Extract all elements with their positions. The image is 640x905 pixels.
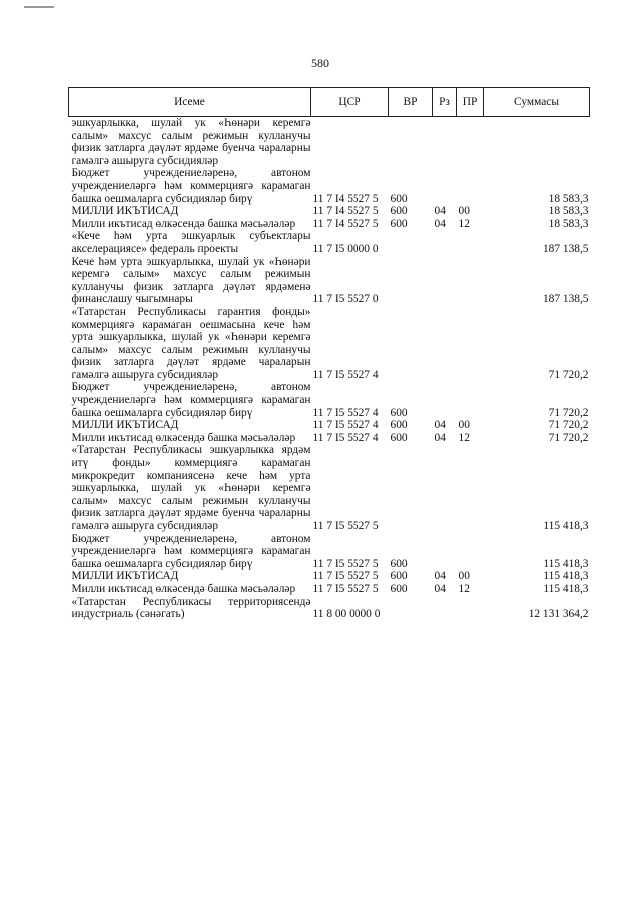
cell-name: эшкуарлыкка, шулай ук «Һөнәри керемгә салым» махсус салым режимын кулланучы физик затларга дәүләт ярдәме буенча чараларны гамәлгә ашыруга субсидияләр	[71, 117, 311, 167]
cell-name: Милли икътисад өлкәсендә башка мәсьәләләр	[71, 431, 296, 444]
cell-rz	[433, 444, 457, 532]
cell-sum: 115 418,3	[543, 582, 589, 595]
cell-csr: 11 7 I4 5527 5	[312, 205, 379, 218]
cell-name: «Татарстан Республикасы гарантия фонды» коммерциягә карамаган оешмасына кече һәм урта эшкуарлыкка, шулай ук «Һөнәри керемгә салым» махсус салым режимын кулланучы физик затларга дәүләт ярдәме чараларын гамәлгә ашыруга субсидияләр	[71, 305, 311, 381]
cell-csr: 11 7 I5 5527 4	[312, 406, 379, 419]
cell-name: МИЛЛИ ИКЪТИСАД	[71, 205, 179, 218]
cell-name: МИЛЛИ ИКЪТИСАД	[71, 570, 179, 583]
page-number: 580	[311, 56, 329, 70]
cell-csr: 11 7 I5 0000 0	[312, 242, 379, 255]
cell-csr	[311, 117, 389, 168]
table-row	[69, 306, 590, 382]
cell-vr: 600	[390, 557, 408, 570]
cell-rz: 04	[434, 582, 446, 595]
cell-vr	[389, 596, 433, 621]
cell-vr: 600	[390, 406, 408, 419]
cell-vr	[389, 117, 433, 168]
table-row	[69, 596, 590, 621]
cell-sum: 115 418,3	[543, 520, 589, 532]
cell-csr: 11 7 I4 5527 5	[312, 217, 379, 230]
cell-rz: 04	[434, 205, 446, 218]
cell-rz	[433, 117, 457, 168]
cell-vr: 600	[390, 205, 408, 218]
cell-pr	[457, 167, 484, 205]
table-row	[69, 419, 590, 432]
table-body	[69, 117, 590, 621]
cell-vr: 600	[390, 582, 408, 595]
cell-sum: 18 583,3	[548, 217, 589, 230]
table-row	[69, 230, 590, 255]
table-row	[69, 381, 590, 419]
cell-csr: 11 7 I4 5527 5	[312, 192, 379, 205]
cell-csr: 11 7 I5 5527 4	[312, 431, 379, 444]
cell-pr	[457, 381, 484, 419]
cell-vr	[389, 256, 433, 306]
cell-name: Бюджет учреждениеләренә, автоном учреждениеләргә һәм коммерциягә карамаган башка оешмаларга субсидияләр бирү	[71, 532, 311, 570]
cell-vr	[389, 230, 433, 255]
cell-csr: 11 7 I5 5527 5	[312, 557, 379, 570]
cell-rz	[433, 596, 457, 621]
cell-sum: 187 138,5	[542, 293, 589, 306]
column-header-vr: ВР	[389, 88, 433, 117]
cell-csr: 11 7 I5 5527 4	[312, 419, 379, 432]
cell-vr: 600	[390, 419, 408, 432]
table-row	[69, 570, 590, 583]
cell-rz	[433, 167, 457, 205]
cell-sum: 71 720,2	[548, 368, 589, 381]
cell-pr: 00	[458, 419, 470, 432]
cell-sum: 187 138,5	[542, 242, 589, 255]
cell-csr: 11 7 I5 5527 5	[312, 570, 379, 583]
cell-sum: 71 720,2	[548, 431, 589, 444]
cell-rz	[433, 256, 457, 306]
budget-table	[68, 87, 590, 621]
cell-sum: 71 720,2	[548, 406, 589, 419]
table-row	[69, 583, 590, 596]
cell-name: Милли икътисад өлкәсендә башка мәсьәләләр	[71, 582, 296, 595]
cell-csr: 11 7 I5 5527 5	[312, 582, 379, 595]
cell-rz	[433, 306, 457, 382]
cell-sum: 115 418,3	[543, 557, 589, 570]
table-row	[69, 256, 590, 306]
cell-sum	[484, 117, 590, 168]
cell-pr: 00	[458, 570, 470, 583]
cell-vr	[389, 444, 433, 532]
cell-rz: 04	[434, 431, 446, 444]
cell-name: «Кече һәм урта эшкуарлык субъектлары акселерациясе» федераль проекты	[71, 230, 311, 255]
scan-artifact-line	[24, 6, 54, 8]
cell-sum: 12 131 364,2	[528, 608, 589, 621]
cell-csr: 11 7 I5 5527 4	[312, 368, 379, 381]
cell-csr: 11 7 I5 5527 0	[312, 293, 379, 306]
cell-rz	[433, 230, 457, 255]
cell-vr: 600	[390, 570, 408, 583]
table-row	[69, 117, 590, 168]
table-header	[69, 88, 590, 117]
column-header-rz: Рз	[433, 88, 457, 117]
cell-name: Милли икътисад өлкәсендә башка мәсьәләләр	[71, 217, 296, 230]
cell-sum: 115 418,3	[543, 570, 589, 583]
cell-pr	[457, 230, 484, 255]
cell-pr	[457, 306, 484, 382]
cell-name: Кече һәм урта эшкуарлыкка, шулай ук «Һөнәри керемгә салым» махсус салым режимын кулланучы физик затларга дәүләт ярдәменә финанслашу чыгымнары	[71, 255, 311, 306]
cell-pr: 12	[458, 431, 470, 444]
table-row	[69, 167, 590, 205]
table-row	[69, 205, 590, 218]
cell-csr: 11 8 00 0000 0	[312, 608, 381, 621]
column-header-sum: Суммасы	[484, 88, 590, 117]
column-header-name: Исеме	[69, 88, 311, 117]
cell-rz: 04	[434, 419, 446, 432]
table-row	[69, 444, 590, 532]
cell-pr	[457, 117, 484, 168]
cell-sum: 71 720,2	[548, 419, 589, 432]
cell-vr: 600	[390, 217, 408, 230]
column-header-csr: ЦСР	[311, 88, 389, 117]
cell-name: МИЛЛИ ИКЪТИСАД	[71, 419, 179, 432]
column-header-pr: ПР	[457, 88, 484, 117]
cell-rz	[433, 381, 457, 419]
cell-pr: 12	[458, 217, 470, 230]
cell-name: «Татарстан Республикасы эшкуарлыкка ярдәм итү фонды» коммерциягә карамаган микрокредит компаниясенә кече һәм урта эшкуарлыкка, шулай ук «Һөнәри керемгә салым» махсус салым режимын кулланучы физик затларга дәүләт ярдәме буенча чараларны гамәлгә ашыруга субсидияләр	[71, 444, 311, 532]
cell-vr	[389, 306, 433, 382]
cell-pr	[457, 444, 484, 532]
table-row	[69, 432, 590, 445]
cell-pr	[457, 596, 484, 621]
cell-vr: 600	[390, 431, 408, 444]
cell-pr	[457, 533, 484, 571]
cell-rz: 04	[434, 570, 446, 583]
cell-sum: 18 583,3	[548, 205, 589, 218]
cell-rz: 04	[434, 217, 446, 230]
cell-sum: 18 583,3	[548, 192, 589, 205]
cell-name: Бюджет учреждениеләренә, автоном учреждениеләргә һәм коммерциягә карамаган башка оешмаларга субсидияләр бирү	[71, 167, 311, 205]
cell-name: Бюджет учреждениеләренә, автоном учреждениеләргә һәм коммерциягә карамаган башка оешмаларга субсидияләр бирү	[71, 381, 311, 419]
cell-vr: 600	[390, 192, 408, 205]
cell-pr: 00	[458, 205, 470, 218]
cell-rz	[433, 533, 457, 571]
table-row	[69, 533, 590, 571]
cell-csr: 11 7 I5 5527 5	[312, 520, 379, 532]
cell-name: «Татарстан Республикасы территориясендә индустриаль (сәнәгать)	[71, 595, 311, 621]
cell-pr: 12	[458, 582, 470, 595]
table-row	[69, 218, 590, 231]
cell-pr	[457, 256, 484, 306]
